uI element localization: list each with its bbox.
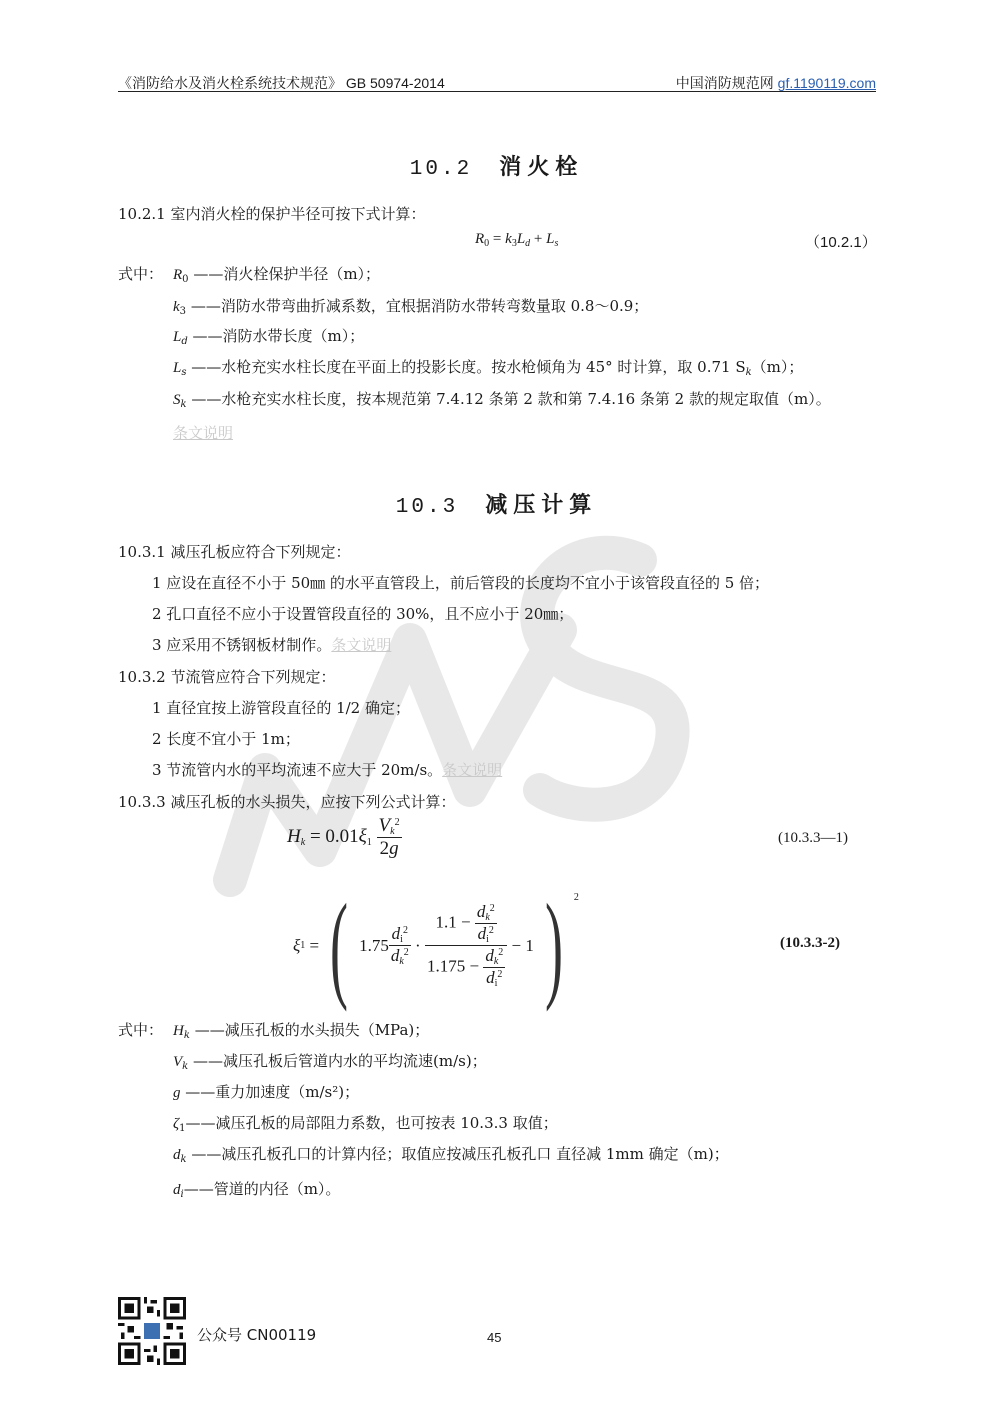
explain-link-10-3-1[interactable]: 条文说明 (331, 636, 392, 654)
var-hk: $H_k$ ——减压孔板的水头损失（MPa)； (173, 1021, 430, 1041)
item-10-3-1-2: 2 孔口直径不应小于设置管段直径的 30%，且不应小于 20㎜； (152, 605, 574, 623)
qr-code-icon (118, 1297, 186, 1365)
var-ld: $L_d$ ——消防水带长度（m）； (173, 327, 365, 347)
where-label: 式中： (118, 265, 164, 283)
site-link[interactable]: gf.1190119.com (777, 75, 876, 91)
formula-10-3-3-2: ξ 1 = ( 1.75 $\frac{d_i^2}{d_k^2}$ · 1.1 − $\frac{d_k^2}{d_i^2}$ 1.175 − $\frac{d_k^2}{d_i^2}$ − 1 ) $^2$ (293, 878, 579, 1012)
clause-10-3-3: 10.3.3 减压孔板的水头损失，应按下列公式计算： (118, 793, 456, 811)
formula-10-3-3-1: $H_k = 0.01\xi_1$ $\frac{V_k^2}{2g}$ (287, 815, 400, 859)
var-g: g ——重力加速度（m/s²)； (173, 1083, 360, 1101)
page-number: 45 (487, 1330, 502, 1345)
formula-tag-10-3-3-1: (10.3.3—1) (778, 830, 848, 846)
item-10-3-2-2: 2 长度不宜小于 1m； (152, 730, 300, 748)
var-zeta1: $\zeta_1——$减压孔板的局部阻力系数，也可按表 10.3.3 取值； (173, 1114, 558, 1134)
var-k3: $k_3$ ——消防水带弯曲折减系数，宜根据消防水带转弯数量取 0.8～0.9； (173, 297, 649, 317)
var-r0: $R_0$ ——消火栓保护半径（m）； (173, 265, 381, 285)
document-title: 《消防给水及消火栓系统技术规范》 GB 50974-2014 (118, 75, 445, 91)
var-dk: $d_k$ ——减压孔板孔口的计算内径；取值应按减压孔板孔口 直径减 1mm 确定（m)； (173, 1145, 729, 1165)
clause-10-3-1: 10.3.1 减压孔板应符合下列规定： (118, 543, 351, 561)
explain-link-10-3-2[interactable]: 条文说明 (442, 761, 503, 779)
var-vk: $V_k$ ——减压孔板后管道内水的平均流速(m/s)； (173, 1052, 487, 1072)
formula-tag-10-3-3-2: (10.3.3-2) (780, 935, 840, 951)
item-10-3-2-1: 1 直径宜按上游管段直径的 1/2 确定； (152, 699, 410, 717)
section-title-10-2: 10.2 消火栓 (409, 155, 584, 181)
wechat-account: 公众号 CN00119 (197, 1326, 317, 1344)
var-sk: $S_k$ ——水枪充实水柱长度，按本规范第 7.4.12 条第 2 款和第 7.4.16 条第 2 款的规定取值（m）。 (173, 390, 831, 410)
explain-link-10-2[interactable]: 条文说明 (173, 424, 234, 442)
formula-10-2-1: $R_0 = k_3L_d + L_s$ (475, 231, 559, 249)
item-10-3-1-3: 3 应采用不锈钢板材制作。条文说明 (152, 636, 392, 654)
site-name: 中国消防规范网 (675, 75, 774, 91)
clause-10-3-2: 10.3.2 节流管应符合下列规定： (118, 668, 336, 686)
section-title-10-3: 10.3 减压计算 (395, 493, 598, 519)
where-label-10-3: 式中： (118, 1021, 164, 1039)
clause-10-2-1: 10.2.1 室内消火栓的保护半径可按下式计算： (118, 205, 426, 223)
var-ls: $L_s$ ——水枪充实水柱长度在平面上的投影长度。按水枪倾角为 45° 时计算，取 0.71 $S_k(m)$； (173, 358, 804, 378)
var-di: $d_i——$管道的内径（m）。 (173, 1180, 341, 1200)
page-header (118, 73, 876, 92)
item-10-3-1-1: 1 应设在直径不小于 50㎜ 的水平直管段上，前后管段的长度均不宜小于该管段直径的 5 倍； (152, 574, 770, 592)
item-10-3-2-3: 3 节流管内水的平均流速不应大于 20m/s。条文说明 (152, 761, 503, 779)
formula-tag-10-2-1: （10.2.1） (805, 234, 877, 251)
site-info (676, 73, 876, 93)
